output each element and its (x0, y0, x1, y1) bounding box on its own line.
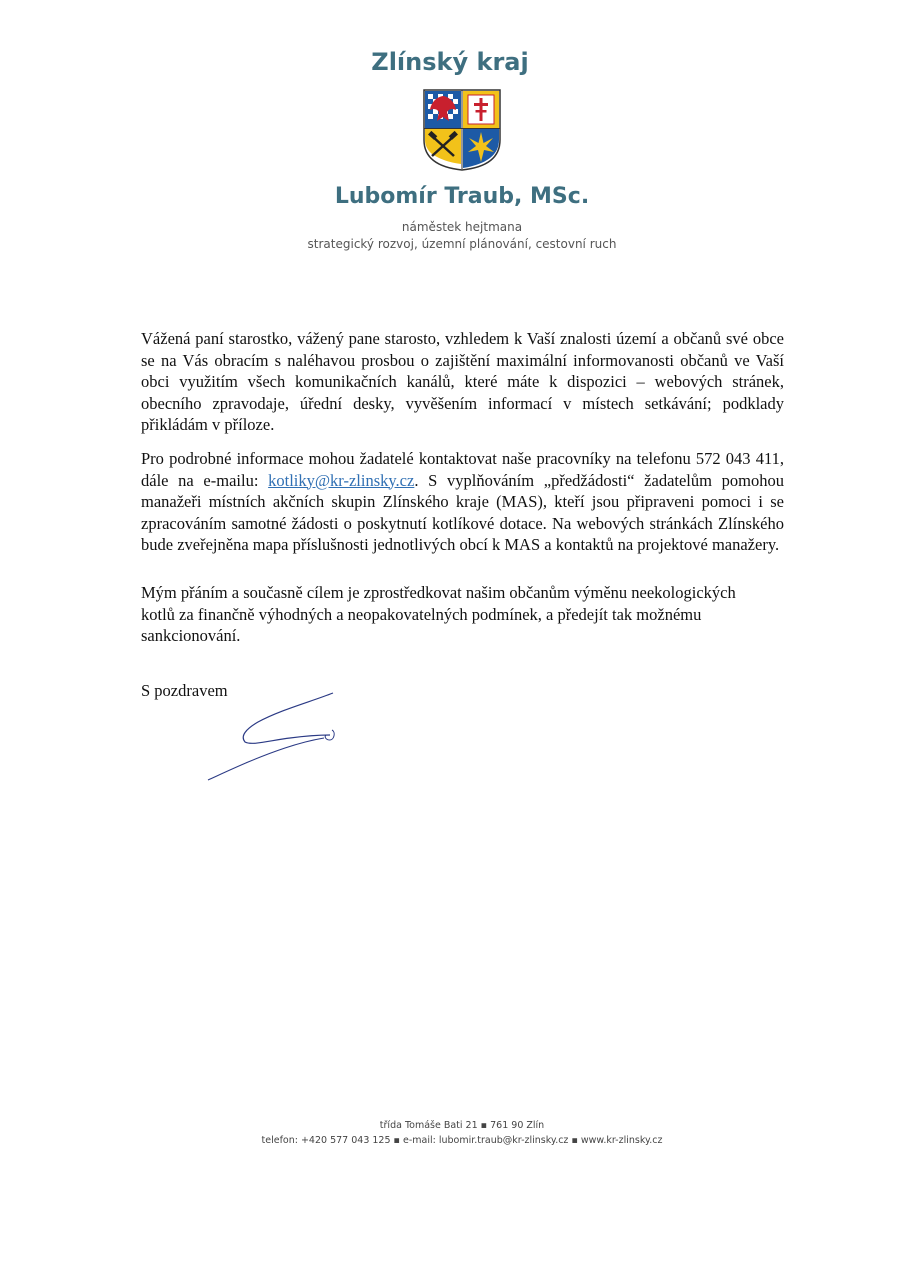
paragraph-intro: Vážená paní starostko, vážený pane starosto, vzhledem k Vaší znalosti území a občanů své obce se na Vás obracím s naléhavou prosbou o zajištění maximální informovanosti občanů ve Vaší obci využitím všech komunikačních kanálů, které máte k dispozici – webových stránek, obecního zpravodaje, úřední desky, vyvěšením informací v místech setkávání; podklady přikládám v příloze. (141, 329, 784, 434)
paragraph-contacts-text-2: . S vyplňováním „předžádosti“ žadatelům pomohou manažeři místních akčních skupin Zlínského kraje (MAS), kteří jsou připraveni pomoci i se zpracováním samotné žádosti o poskytnutí kotlíkové dotace. Na webových stránkách Zlínského bude zveřejněna mapa příslušnosti jednotlivých obcí k MAS a kontaktů na projektové manažery. (141, 470, 784, 554)
official-portfolio: strategický rozvoj, územní plánování, cestovní ruch (307, 237, 617, 251)
coat-of-arms-icon (421, 88, 503, 172)
paragraph-contacts-text-1: Pro podrobné informace mohou žadatelé kontaktovat naše pracovníky na telefonu 572 043 411, dále na e-mailu: (141, 449, 784, 490)
official-role: náměstek hejtmana (401, 220, 523, 234)
official-name: Lubomír Traub, MSc. (334, 184, 590, 209)
footer-contact: telefon: +420 577 043 125 ▪ e-mail: lubomir.traub@kr-zlinsky.cz ▪ www.kr-zlinsky.cz (261, 1135, 663, 1146)
signature (200, 688, 360, 788)
region-title: Zlínský kraj (371, 48, 529, 76)
paragraph-closing: Mým přáním a současně cílem je zprostředkovat našim občanům výměnu neekologických kotlů za finančně výhodných a neopakovatelných podmínek, a předejít tak možnému sankcionování. (141, 583, 736, 645)
greeting: S pozdravem (141, 681, 228, 700)
email-link[interactable]: kotliky@kr-zlinsky.cz (268, 470, 415, 490)
footer-address: třída Tomáše Bati 21 ▪ 761 90 Zlín (379, 1120, 545, 1131)
paragraph-contacts (141, 448, 784, 556)
